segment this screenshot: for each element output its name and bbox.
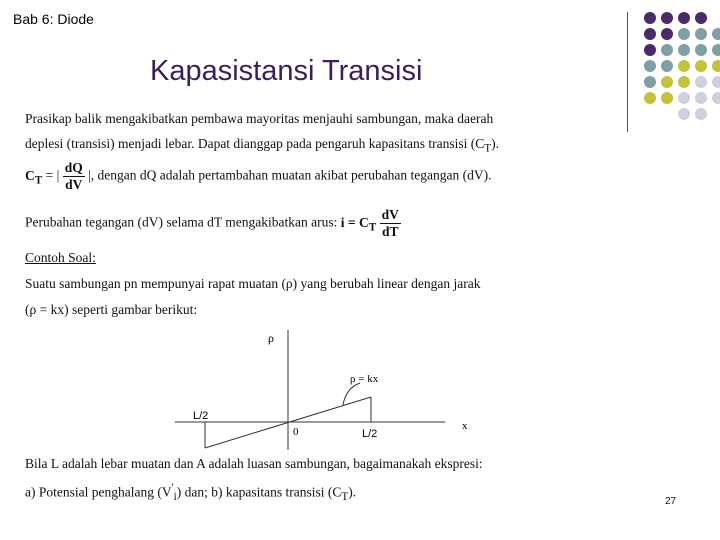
prime-mark: ': [171, 482, 174, 494]
neg-half-width-label: L/2: [193, 410, 209, 422]
current-eq: i = C: [340, 214, 369, 230]
fraction-numerator: dQ: [64, 160, 83, 175]
fraction-dq-dv: [63, 160, 85, 193]
slide-title: Kapasistansi Transisi: [150, 55, 423, 87]
paragraph-line-1: Prasikap balik mengakibatkan pembawa mayoritas menjauhi sambungan, maka daerah: [25, 111, 494, 126]
page-number: 27: [665, 496, 677, 507]
y-axis-label: ρ: [268, 331, 274, 345]
paragraph-line-2-end: ).: [491, 136, 499, 151]
subscript-t: T: [484, 142, 492, 155]
example-line-1: Suatu sambungan pn mempunyai rapat muatan (ρ) yang berubah linear dengan jarak: [25, 276, 481, 291]
ct-description: |, dengan dQ adalah pertambahan muatan akibat perubahan tegangan (dV).: [88, 167, 492, 183]
paragraph-line-2-text: deplesi (transisi) menjadi lebar. Dapat dianggap pada pengaruh kapasitans transisi (C: [25, 136, 485, 151]
chapter-label: Bab 6: Diode: [13, 11, 94, 27]
decorative-dot-grid: [640, 10, 720, 120]
fraction-denominator: dT: [382, 224, 399, 239]
ct-label: C: [25, 167, 35, 183]
fraction-denominator: dV: [65, 177, 83, 192]
question-part-mid: ) dan; b) kapasitans transisi (C: [176, 484, 342, 500]
current-formula-line: [25, 207, 401, 240]
charge-density-diagram: [160, 325, 490, 455]
ct-equals: = |: [42, 167, 60, 183]
fraction-numerator: dV: [381, 207, 399, 222]
ct-subscript: T: [34, 174, 43, 187]
pos-half-width-label: L/2: [362, 428, 378, 440]
example-line-2: (ρ = kx) seperti gambar berikut:: [25, 302, 198, 317]
question-part-a: a) Potensial penghalang (V: [25, 484, 172, 500]
question-part-end: ).: [348, 484, 357, 500]
example-heading: Contoh Soal:: [25, 250, 96, 265]
fraction-dv-dt: [380, 207, 401, 240]
divider-line: [627, 12, 628, 132]
subscript-i: i: [173, 491, 177, 504]
subscript-t: T: [341, 491, 349, 504]
current-eq-subscript: T: [368, 221, 377, 234]
line-label: ρ = kx: [350, 373, 379, 385]
x-axis-label: x: [462, 420, 468, 432]
ct-formula-line: [25, 160, 492, 193]
origin-label: 0: [293, 426, 299, 438]
question-line-1: Bila L adalah lebar muatan dan A adalah luasan sambungan, bagaimanakah ekspresi:: [25, 456, 483, 471]
current-text: Perubahan tegangan (dV) selama dT mengakibatkan arus:: [25, 214, 341, 230]
question-line-2: [25, 482, 356, 503]
paragraph-line-2: [25, 136, 499, 155]
